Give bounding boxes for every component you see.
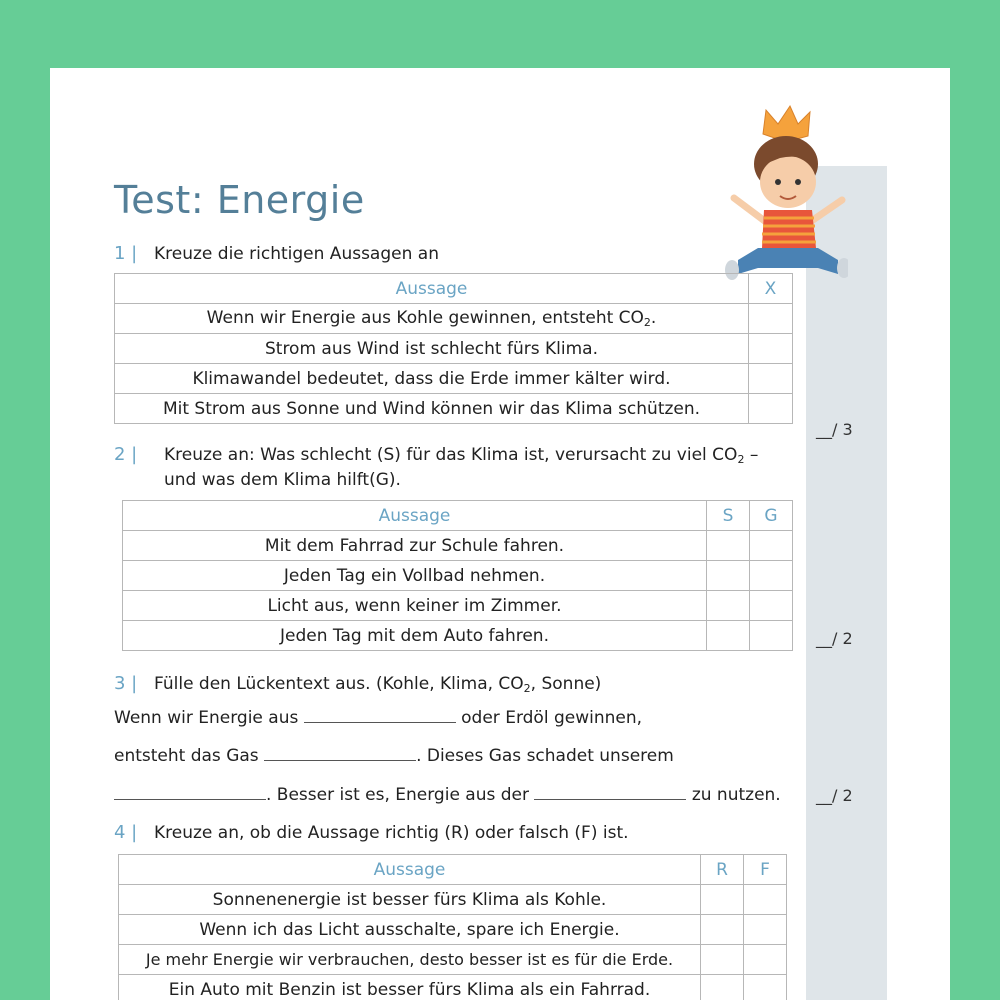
checkbox-cell[interactable] [701, 885, 744, 915]
checkbox-cell[interactable] [749, 304, 793, 334]
checkbox-cell[interactable] [750, 591, 793, 621]
checkbox-cell[interactable] [749, 364, 793, 394]
question-1-number: 1 | [114, 243, 138, 264]
table-header-aussage: Aussage [119, 855, 701, 885]
worksheet-page [50, 68, 950, 1000]
child-illustration-icon [718, 102, 848, 282]
table-header-r: R [701, 855, 744, 885]
table-row: Mit Strom aus Sonne und Wind können wir das Klima schützen. [115, 394, 793, 424]
question-3-score: __/ 2 [816, 786, 853, 805]
question-2-table [122, 500, 793, 651]
checkbox-cell[interactable] [744, 915, 787, 945]
checkbox-cell[interactable] [701, 915, 744, 945]
question-3-number: 3 | [114, 673, 138, 694]
checkbox-cell[interactable] [750, 561, 793, 591]
question-4-prompt: 4 | Kreuze an, ob die Aussage richtig (R) oder falsch (F) ist. [114, 822, 629, 843]
checkbox-cell[interactable] [707, 621, 750, 651]
gap-input-3[interactable] [114, 785, 266, 800]
checkbox-cell[interactable] [744, 945, 787, 975]
checkbox-cell[interactable] [749, 334, 793, 364]
question-1-score: __/ 3 [816, 420, 853, 439]
gap-text-line-1: Wenn wir Energie aus oder Erdöl gewinnen, [114, 708, 643, 728]
gap-input-4[interactable] [534, 785, 686, 800]
checkbox-cell[interactable] [707, 561, 750, 591]
table-row: Jeden Tag ein Vollbad nehmen. [123, 561, 793, 591]
table-row: Strom aus Wind ist schlecht fürs Klima. [115, 334, 793, 364]
checkbox-cell[interactable] [744, 885, 787, 915]
checkbox-cell[interactable] [701, 945, 744, 975]
gap-input-2[interactable] [264, 746, 416, 761]
page-title: Test: Energie [114, 178, 365, 222]
gap-text-line-2: entsteht das Gas . Dieses Gas schadet unserem [114, 746, 674, 766]
question-1-prompt: 1 | Kreuze die richtigen Aussagen an [114, 243, 439, 264]
checkbox-cell[interactable] [707, 591, 750, 621]
checkbox-cell[interactable] [750, 531, 793, 561]
score-sidebar [806, 166, 887, 1000]
table-header-aussage: Aussage [115, 274, 749, 304]
gap-text-line-3: . Besser ist es, Energie aus der zu nutzen. [114, 785, 781, 805]
table-header-f: F [744, 855, 787, 885]
table-row: Ein Auto mit Benzin ist besser fürs Klima als ein Fahrrad. [119, 975, 787, 1000]
question-2-number: 2 | [114, 444, 138, 465]
table-row: Wenn wir Energie aus Kohle gewinnen, entsteht $CO_2$. [115, 304, 793, 334]
table-header-g: G [750, 501, 793, 531]
question-4-table [118, 854, 787, 1000]
question-1-table [114, 273, 793, 424]
question-4-number: 4 | [114, 822, 138, 843]
table-row: Je mehr Energie wir verbrauchen, desto besser ist es für die Erde. [119, 945, 787, 975]
question-2-prompt: 2 | Kreuze an: Was schlecht (S) für das Klima ist, verursacht zu viel $CO_2$ – [114, 444, 759, 466]
question-2-prompt-line-2: und was dem Klima hilft(G). [164, 470, 401, 490]
gap-input-1[interactable] [304, 708, 456, 723]
table-row: Jeden Tag mit dem Auto fahren. [123, 621, 793, 651]
checkbox-cell[interactable] [750, 621, 793, 651]
checkbox-cell[interactable] [744, 975, 787, 1000]
checkbox-cell[interactable] [701, 975, 744, 1000]
table-row: Sonnenenergie ist besser fürs Klima als Kohle. [119, 885, 787, 915]
checkbox-cell[interactable] [707, 531, 750, 561]
table-row: Mit dem Fahrrad zur Schule fahren. [123, 531, 793, 561]
table-header-x: X [749, 274, 793, 304]
question-2-score: __/ 2 [816, 629, 853, 648]
question-3-prompt: 3 | Fülle den Lückentext aus. (Kohle, Klima, $CO_2$, Sonne) [114, 673, 602, 695]
table-header-aussage: Aussage [123, 501, 707, 531]
table-row: Wenn ich das Licht ausschalte, spare ich Energie. [119, 915, 787, 945]
table-header-s: S [707, 501, 750, 531]
table-row: Klimawandel bedeutet, dass die Erde immer kälter wird. [115, 364, 793, 394]
table-row: Licht aus, wenn keiner im Zimmer. [123, 591, 793, 621]
checkbox-cell[interactable] [749, 394, 793, 424]
